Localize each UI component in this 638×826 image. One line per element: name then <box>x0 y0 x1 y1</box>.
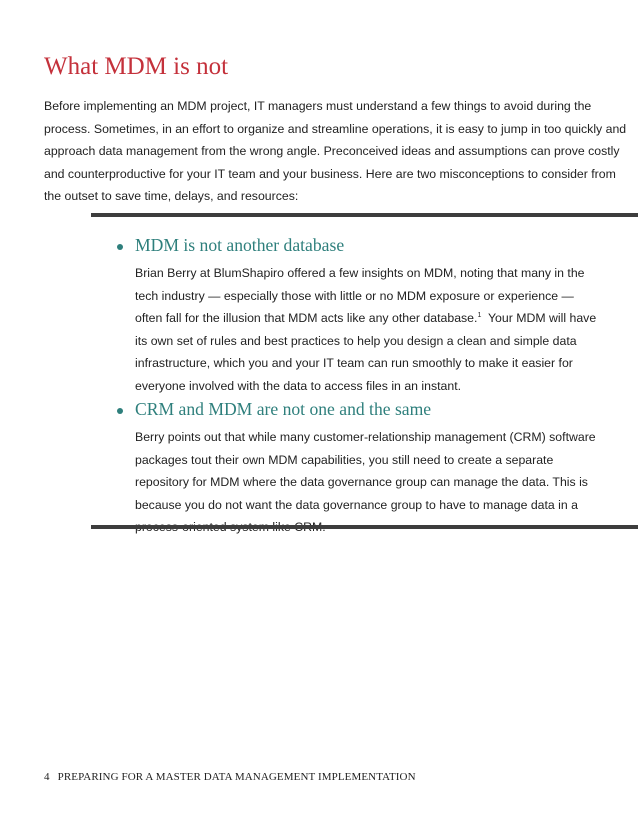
body-line: repository for MDM where the data governance group can manage the data. This is <box>135 475 588 490</box>
body-line: everyone involved with the data to access files in an instant. <box>135 378 462 393</box>
section-heading-text: MDM is not another database <box>135 234 345 255</box>
bottom-divider <box>91 525 638 529</box>
body-line: Brian Berry at BlumShapiro offered a few insights on MDM, noting that many in the <box>135 266 585 280</box>
body-text: Your MDM will have <box>481 311 597 326</box>
body-line: packages tout their own MDM capabilities, you still need to create a separate <box>135 452 554 467</box>
intro-paragraph <box>44 95 627 208</box>
intro-line: approach data management from the wrong angle. Preconceived ideas and assumptions can prove costly <box>44 144 620 159</box>
misconception-database <box>112 233 597 398</box>
intro-line: the outset to save time, delays, and resources: <box>44 189 299 204</box>
intro-line: process. Sometimes, in an effort to organize and streamline operations, it is easy to jump in too quickly and <box>44 121 627 136</box>
section-heading <box>112 397 572 421</box>
bullet-icon <box>117 408 123 414</box>
footnote-marker: 1 <box>477 312 482 320</box>
body-line: because you do not want the data governance group to have to manage data in a <box>135 497 579 512</box>
section-body <box>135 426 596 539</box>
misconception-crm <box>112 397 596 539</box>
body-line: Berry points out that while many customer-relationship management (CRM) software <box>135 430 596 444</box>
bullet-icon <box>117 244 123 250</box>
body-line: infrastructure, which you and your IT team can run smoothly to make it easier for <box>135 356 573 371</box>
page-title: What MDM is not <box>44 53 229 80</box>
page-footer <box>44 771 416 783</box>
intro-line: Before implementing an MDM project, IT managers must understand a few things to avoid during the <box>44 99 592 113</box>
top-divider <box>91 213 638 217</box>
body-text: often fall for the illusion that MDM acts like any other database. <box>135 311 478 326</box>
body-line <box>135 307 597 330</box>
footer-title: PREPARING FOR A MASTER DATA MANAGEMENT IMPLEMENTATION <box>57 771 416 783</box>
section-body <box>135 262 597 398</box>
section-heading <box>112 233 572 257</box>
body-line: tech industry — especially those with little or no MDM exposure or experience — <box>135 288 574 303</box>
page-number: 4 <box>44 771 50 783</box>
section-heading-text: CRM and MDM are not one and the same <box>135 398 432 419</box>
body-line: its own set of rules and best practices to help you design a clean and simple data <box>135 333 577 348</box>
intro-line: and counterproductive for your IT team and your business. Here are two misconceptions to consider from <box>44 166 616 181</box>
